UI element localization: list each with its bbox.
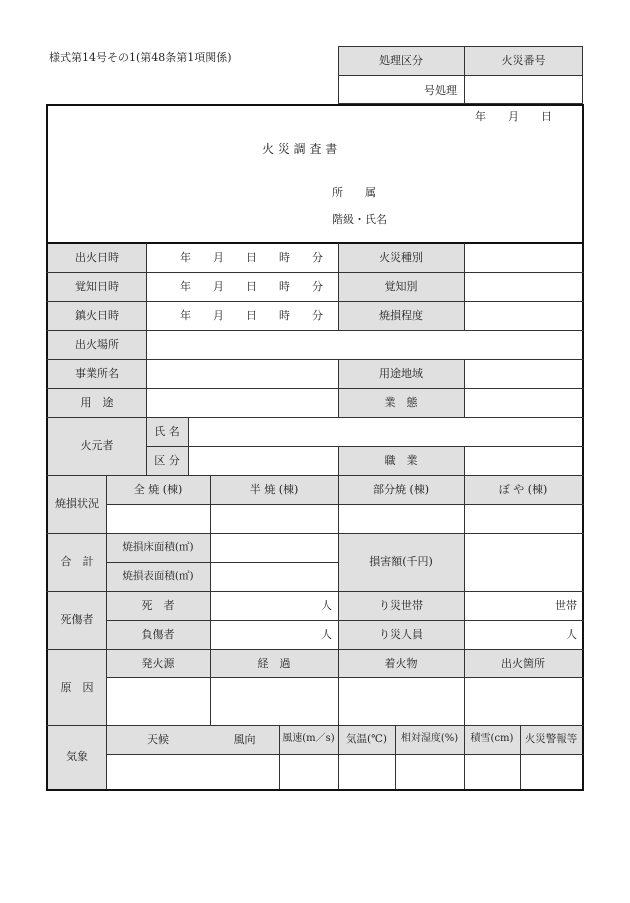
extinguish-time-label: 鎮火日時 [75,309,119,322]
dead-label: 死 者 [141,599,175,612]
fire-warning-label: 火災警報等 [524,733,578,745]
wind-dir-label: 風向 [233,733,256,746]
processing-no-label: 号処理 [424,84,457,97]
damage-status-label: 焼損状況 [55,497,99,510]
people-unit: 人 [566,628,577,641]
date-label: 年 月 日 [475,110,552,123]
fire-origin-person-label: 火元者 [80,439,114,452]
damage-degree-label: 焼損程度 [379,309,423,322]
process-label: 経 過 [257,657,291,670]
weather-label: 天候 [147,733,169,746]
first-ignited-label: 着火物 [384,657,418,670]
fire-outbreak-time-value: 年 月 日 時 分 [180,251,323,264]
fire-type-label: 火災種別 [379,251,423,264]
floor-area-label: 焼損床面積(㎡) [122,541,194,553]
humidity-label: 相対湿度(%) [400,733,459,744]
casualties-label: 死傷者 [60,613,94,626]
injured-unit: 人 [321,628,332,641]
form-label: 様式第14号その1(第48条第1項関係) [49,51,232,64]
damage-partial-label: 部分焼 (棟) [372,483,430,496]
rank-name-label: 階級・氏名 [332,213,387,226]
household-unit: 世帯 [555,599,577,612]
temperature-label: 気温(℃) [346,733,387,745]
damage-full-label: 全 焼 (棟) [133,483,183,496]
processing-category-label: 処理区分 [379,54,423,67]
fire-outbreak-time-label: 出火日時 [75,251,119,264]
fire-location-label: 出火場所 [75,338,119,351]
surface-area-label: 焼損表面積(㎡) [122,570,194,582]
use-label: 用 途 [80,396,114,409]
damage-half-label: 半 焼 (棟) [249,483,299,496]
cause-label: 原 因 [60,681,94,694]
category-label: 区 分 [154,454,180,467]
injured-label: 負傷者 [141,628,175,641]
awareness-time-label: 覚知日時 [75,280,119,293]
business-name-label: 事業所名 [75,367,119,380]
weather-section-label: 気象 [66,750,88,763]
fire-number-label: 火災番号 [501,54,546,67]
occupation-label: 職 業 [384,454,418,467]
people-label: り災人員 [379,628,423,641]
damage-small-label: ぼ や (棟) [498,483,548,496]
name-label: 氏 名 [154,425,180,438]
loss-amount-label: 損害額(千円) [369,555,433,568]
households-label: り災世帯 [379,599,423,612]
ignition-source-label: 発火源 [141,657,175,670]
wind-speed-label: 風速(m／s) [282,733,335,744]
origin-point-label: 出火箇所 [501,657,545,670]
dead-unit: 人 [321,599,332,612]
totals-label: 合 計 [60,555,94,568]
zone-use-label: 用途地域 [379,367,423,380]
extinguish-time-value: 年 月 日 時 分 [180,309,323,322]
awareness-type-label: 覚知別 [384,280,418,293]
snow-label: 積雪(cm) [470,733,514,744]
form-title: 火 災 調 査 書 [262,142,338,156]
awareness-time-value: 年 月 日 時 分 [180,280,323,293]
affiliation-label: 所 属 [332,186,376,199]
business-type-label: 業 態 [384,396,418,409]
